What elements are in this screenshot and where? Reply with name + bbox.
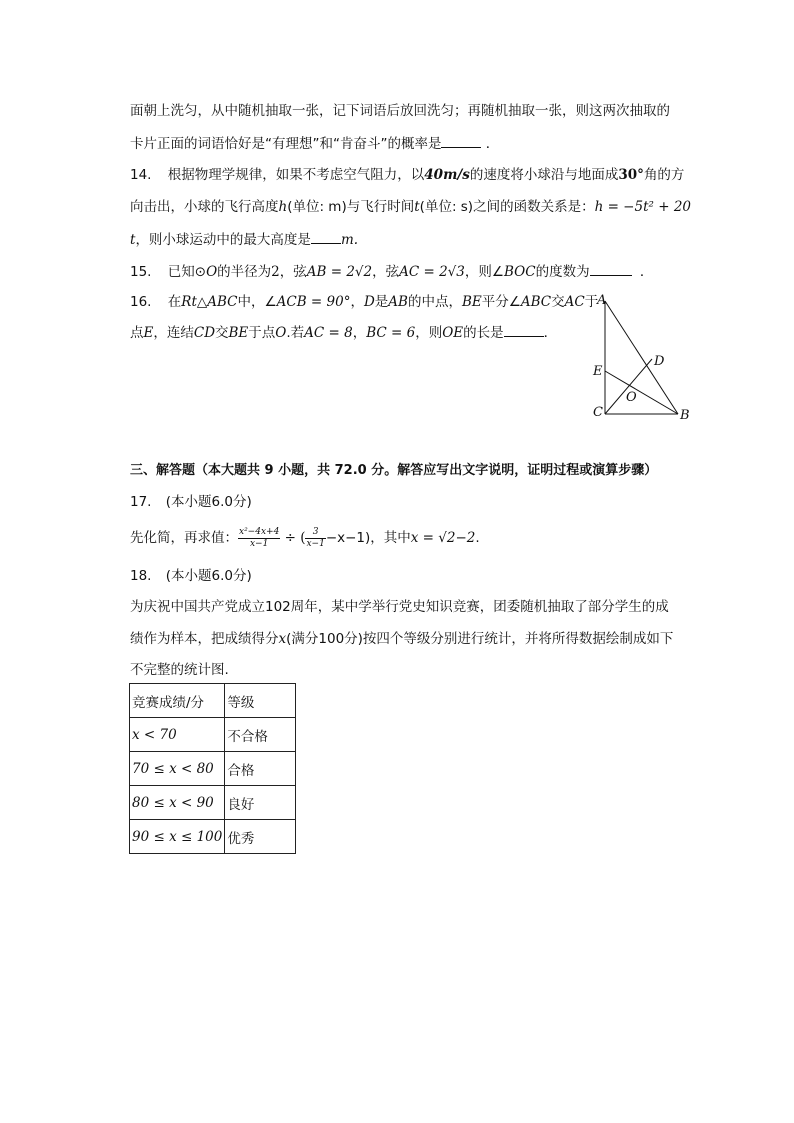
- q15-end: ．: [635, 264, 654, 280]
- q17-body: [130, 525, 480, 551]
- q16-cd: CD: [193, 325, 216, 341]
- table-cell: x < 70: [130, 718, 225, 752]
- q16-text: 的长是: [463, 325, 504, 341]
- q17-end: .: [475, 530, 480, 546]
- question-number: 18.: [130, 568, 152, 584]
- q16-ab: AB: [388, 294, 408, 310]
- q16-line1: [130, 292, 598, 312]
- q16-text: 于点: [248, 325, 276, 341]
- q18-line1: [130, 597, 669, 617]
- q15-ab: AB = 2√2: [306, 264, 373, 280]
- q18-text: (满分100分)按四个等级分别进行统计，并将所得数据绘制成如下: [286, 631, 674, 647]
- q16-text: 交: [551, 294, 565, 310]
- table-header-cell: 等级: [225, 684, 296, 718]
- q15-text-c: ，弦: [279, 264, 307, 280]
- q16-oe: OE: [442, 325, 464, 341]
- q13-text-2: 卡片正面的词语恰好是“有理想”和“肯奋斗”的概率是: [130, 136, 442, 152]
- q16-text: 点: [130, 325, 144, 341]
- q16-text: 是: [374, 294, 389, 310]
- q18-text: 不完整的统计图.: [130, 662, 229, 678]
- segment-cd: [605, 359, 652, 414]
- fraction-numerator: x²−4x+4: [239, 526, 280, 537]
- q13-line1: [130, 101, 670, 121]
- q15-radius: 2: [271, 264, 280, 280]
- answer-blank[interactable]: [441, 133, 481, 148]
- q16-text: 交: [215, 325, 229, 341]
- answer-blank[interactable]: [504, 322, 544, 337]
- q16-text: .若: [286, 325, 305, 341]
- question-number: 14.: [130, 167, 152, 183]
- q14-text-b: 的速度将小球沿与地面成: [469, 167, 619, 183]
- q13-line2: [130, 133, 499, 154]
- q14-line3: [130, 229, 358, 250]
- q18-x: x: [278, 631, 287, 647]
- q14-text-e: (单位: m)与飞行时间: [287, 199, 415, 215]
- q17-text: 先化简，再求值：: [130, 530, 238, 546]
- fraction-numerator: 3: [305, 527, 325, 539]
- question-score: (本小题6.0分): [165, 568, 252, 584]
- q17-fraction-1: [238, 527, 280, 550]
- q14-speed: 40m/s: [424, 167, 470, 183]
- q13-end: ．: [481, 136, 500, 152]
- label-o: O: [626, 390, 637, 405]
- table-row: [130, 718, 296, 752]
- fraction-denominator: x−1: [306, 538, 325, 549]
- q14-text-d: 向击出，小球的飞行高度: [130, 199, 279, 215]
- q14-line2: [130, 197, 691, 217]
- q15-ac: AC = 2√3: [399, 264, 465, 280]
- q15-text-e: ，则∠: [464, 264, 504, 280]
- q17-header: [130, 492, 252, 512]
- table-cell: 70 ≤ x < 80: [130, 752, 225, 786]
- triangle-figure: [588, 292, 700, 426]
- q15-text-f: 的度数为: [535, 264, 590, 280]
- q16-be: BE: [461, 294, 482, 310]
- question-number: 16.: [130, 294, 152, 310]
- table-cell: 不合格: [225, 718, 296, 752]
- label-b: B: [680, 408, 690, 423]
- q18-text: 为庆祝中国共产党成立102周年，某中学举行党史知识竞赛，团委随机抽取了部分学生的成: [130, 599, 669, 615]
- table-cell: 优秀: [225, 820, 296, 854]
- q15-line: [130, 261, 653, 282]
- q14-text-c: 角的方: [643, 167, 685, 183]
- q18-line3: [130, 660, 229, 680]
- table-header-row: [130, 684, 296, 718]
- table-row: [130, 820, 296, 854]
- table-header-cell: 竞赛成绩/分: [130, 684, 225, 718]
- label-d: D: [654, 354, 665, 369]
- q16-line2: [130, 322, 557, 343]
- table-row: [130, 752, 296, 786]
- fraction-denominator: x−1: [249, 538, 269, 549]
- q16-text: 中，∠: [237, 294, 277, 310]
- label-c: C: [593, 405, 603, 420]
- side-ab: [605, 301, 678, 414]
- answer-blank[interactable]: [590, 261, 632, 276]
- q14-line1: [130, 165, 684, 185]
- q17-text: −x−1)，其中: [325, 530, 411, 546]
- question-score: (本小题6.0分): [165, 494, 252, 510]
- q14-h: h: [278, 199, 288, 215]
- table-row: [130, 786, 296, 820]
- label-a: A: [597, 293, 607, 308]
- q16-end: ．: [543, 325, 558, 341]
- q17-xval: x = √2−2: [410, 530, 476, 546]
- q16-text: ，: [352, 325, 367, 341]
- section-heading-text: 三、解答题（本大题共 9 小题，共 72.0 分。解答应写出文字说明，证明过程或演算步骤）: [130, 463, 658, 478]
- table-cell: 80 ≤ x < 90: [130, 786, 225, 820]
- q16-bc6: BC = 6: [366, 325, 416, 341]
- grade-table: [129, 683, 296, 854]
- q14-text-a: 根据物理学规律，如果不考虑空气阻力，以: [167, 167, 425, 183]
- q14-text-f: (单位: s)之间的函数关系是：: [419, 199, 595, 215]
- q16-ac: AC: [564, 294, 585, 310]
- q16-text: ，连结: [153, 325, 194, 341]
- table-cell: 良好: [225, 786, 296, 820]
- q14-t-cont: t: [130, 232, 136, 248]
- q15-text-a: 已知⊙: [167, 264, 207, 280]
- q16-text: ，则: [415, 325, 443, 341]
- q16-text: 平分∠: [481, 294, 521, 310]
- q14-unit: m.: [340, 232, 359, 248]
- q17-div: ÷ (: [280, 530, 306, 546]
- q14-angle: 30°: [618, 167, 644, 183]
- q15-text-d: ，弦: [372, 264, 400, 280]
- question-number: 17.: [130, 494, 152, 510]
- q18-text: 绩作为样本，把成绩得分: [130, 631, 279, 647]
- section-heading: [130, 461, 657, 481]
- label-e: E: [593, 364, 603, 379]
- q15-circle: O: [206, 264, 218, 280]
- q15-boc: BOC: [504, 264, 536, 280]
- question-number: 15.: [130, 264, 152, 280]
- q16-o: O: [275, 325, 287, 341]
- q16-e: E: [143, 325, 154, 341]
- q18-header: [130, 566, 252, 586]
- q16-text: ，: [350, 294, 364, 310]
- q14-t: t: [414, 199, 420, 215]
- q16-d: D: [363, 294, 375, 310]
- q16-acb: ACB = 90°: [276, 294, 351, 310]
- q14-text-g: ，则小球运动中的最大高度是: [135, 232, 311, 248]
- q16-text: 在: [167, 294, 182, 310]
- q18-line2: [130, 629, 673, 649]
- q16-abc: ABC: [520, 294, 552, 310]
- q14-formula: h = −5t² + 20: [594, 199, 691, 215]
- q16-rt: Rt△ABC: [181, 294, 238, 310]
- q16-be2: BE: [228, 325, 249, 341]
- answer-blank[interactable]: [311, 229, 341, 244]
- table-cell: 90 ≤ x ≤ 100: [130, 820, 225, 854]
- q16-text: 的中点，: [407, 294, 462, 310]
- table-cell: 合格: [225, 752, 296, 786]
- q17-fraction-2: [305, 527, 325, 550]
- q16-text: 于: [584, 294, 599, 310]
- q15-text-b: 的半径为: [217, 264, 272, 280]
- q13-text-1: 面朝上洗匀，从中随机抽取一张，记下词语后放回洗匀；再随机抽取一张，则这两次抽取的: [130, 103, 670, 119]
- q16-ac8: AC = 8: [304, 325, 353, 341]
- segment-be: [605, 371, 678, 414]
